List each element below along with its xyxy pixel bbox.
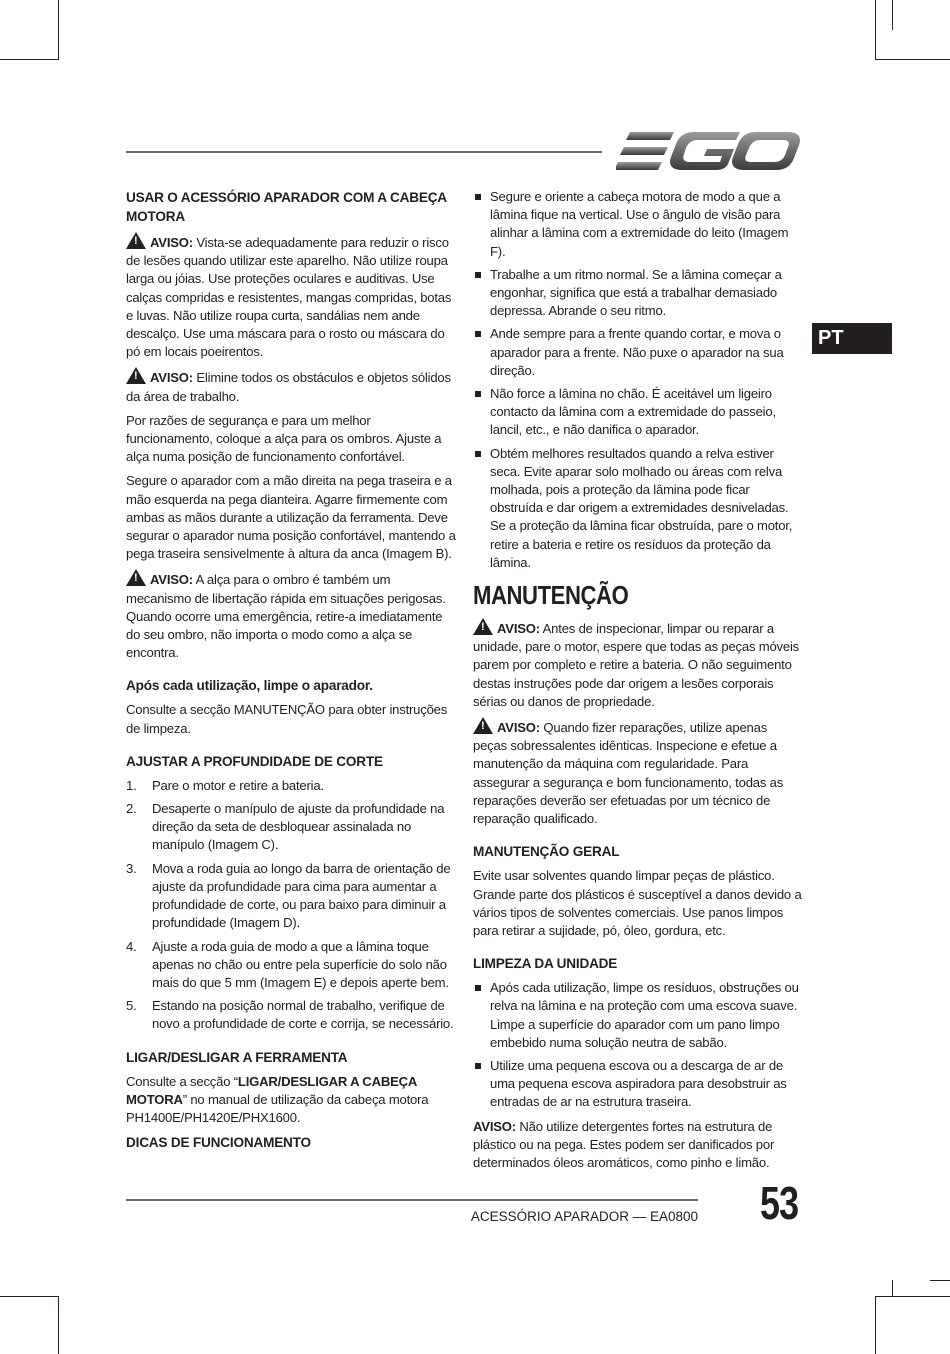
warning-icon (473, 717, 493, 734)
crop-mark (0, 1296, 58, 1297)
section-heading: USAR O ACESSÓRIO APARADOR COM A CABEÇA MOTORA (126, 190, 447, 224)
text-fragment: ” no manual de utilização da cabeça motora PH1400E/PH1420E/PHX1600. (126, 1091, 429, 1125)
warning-label: AVISO: (473, 1118, 516, 1134)
step-text: Mova a roda guia ao longo da barra de orientação de ajuste da profundidade para cima para aumentar a profundidade de corte, ou para baixo para diminuir a profundidade (Imagem D). (152, 860, 451, 931)
list-item: Segure e oriente a cabeça motora de modo a que a lâmina fique na vertical. Use o ângulo de visão para alinhar a lâmina com a extremidade do leito (Imagem F). (473, 188, 803, 261)
body-paragraph: Segure o aparador com a mão direita na pega traseira e a mão esquerda na pega dianteira. Agarre firmemente com ambas as mãos durante a utilização da ferramenta. Deve segurar o aparador numa posição confortável, mantendo a pega traseira sensivelmente à altura da anca (Imagem B). (126, 473, 456, 562)
warning-paragraph (126, 232, 456, 361)
warning-label: AVISO: (150, 572, 193, 588)
section-heading: MANUTENÇÃO GERAL (473, 844, 620, 860)
warning-text: Não utilize detergentes fortes na estrutura de plástico ou na pega. Estes podem ser danificados por determinados óleos aromáticos, como pinho e limão. (473, 1118, 775, 1170)
warning-text: Antes de inspecionar, limpar ou reparar a unidade, pare o motor, espere que todas as peças móveis parem por completo e retire a bateria. O não seguimento destas instruções pode dar origem a lesões corporais sérias ou danos de propriedade. (473, 621, 800, 709)
body-paragraph: Evite usar solventes quando limpar peças de plástico. Grande parte dos plásticos é susceptível a danos devido a vários tipos de solventes comerciais. Use panos limpos para retirar a sujidade, pó, óleo, gordura, etc. (473, 868, 802, 938)
list-item (126, 938, 456, 993)
warning-label: AVISO: (150, 370, 193, 386)
list-item: Trabalhe a um ritmo normal. Se a lâmina começar a engonhar, significa que está a trabalhar demasiado depressa. Abrande o seu ritmo. (473, 266, 803, 321)
list-item (126, 800, 456, 855)
section-heading: AJUSTAR A PROFUNDIDADE DE CORTE (126, 753, 383, 769)
crop-mark (58, 1296, 59, 1354)
right-column (473, 188, 803, 1178)
step-text: Estando na posição normal de trabalho, verifique de novo a profundidade de corte e corrija, se necessário. (152, 998, 454, 1032)
warning-text: Vista-se adequadamente para reduzir o risco de lesões quando utilizar este aparelho. Não utilize roupa larga ou jóias. Use proteções oculares e auditivas. Use calças compridas e resistentes, mangas compridas, botas e luvas. Não utilize roupa curta, sandálias nem ande descalço. Use uma máscara para o rosto ou máscara do pó em locais poeirentos. (126, 235, 452, 360)
text-fragment: Consulte a secção “ (126, 1073, 238, 1089)
crop-mark (875, 1296, 876, 1354)
section-heading: DICAS DE FUNCIONAMENTO (126, 1135, 311, 1151)
steps-list (126, 777, 456, 1034)
left-column (126, 188, 456, 1158)
list-item: Utilize uma pequena escova ou a descarga de ar de uma pequena escova aspiradora para desobstruir as entradas de ar na estrutura traseira. (473, 1057, 803, 1112)
step-text: Pare o motor e retire a bateria. (152, 777, 324, 793)
warning-text: A alça para o ombro é também um mecanismo de libertação rápida em situações perigosas. Quando ocorre uma emergência, retire-a imediatamente do seu ombro, não importa o modo como a alça se encontra. (126, 572, 446, 661)
bold-reference: LIGAR/DESLIGAR A CABEÇA MOTORA (126, 1073, 417, 1107)
step-text: Desaperte o manípulo de ajuste da profundidade na direção da seta de desbloquear assinalada no manípulo (Imagem C). (152, 801, 445, 853)
step-number: 4. (126, 938, 137, 954)
step-number: 5. (126, 998, 137, 1014)
warning-paragraph (126, 367, 456, 405)
subsection-heading: Após cada utilização, limpe o aparador. (126, 678, 373, 694)
header-rule (126, 151, 602, 153)
crop-mark (875, 1296, 950, 1297)
warning-icon (126, 367, 146, 384)
warning-paragraph (126, 569, 456, 662)
section-heading: LIMPEZA DA UNIDADE (473, 956, 618, 972)
body-paragraph: Por razões de segurança e para um melhor funcionamento, coloque a alça para os ombros. Ajuste a alça numa posição de funcionamento confortável. (126, 412, 442, 465)
warning-paragraph (473, 717, 803, 828)
warning-paragraph (473, 1118, 803, 1173)
step-text: Ajuste a roda guia de modo a que a lâmina toque apenas no chão ou entre pela superfície do solo não mais do que 5 mm (Imagem E) e depois aperte bem. (152, 938, 449, 990)
language-tab: PT (812, 323, 892, 354)
crop-mark (892, 0, 893, 30)
warning-paragraph (473, 618, 803, 711)
step-number: 1. (126, 777, 137, 793)
list-item: Após cada utilização, limpe os resíduos, obstruções ou relva na lâmina e na proteção com uma escova suave. Limpe a superfície do aparador com um pano limpo embebido numa solução neutra de sabão. (473, 979, 803, 1052)
warning-icon (473, 618, 493, 635)
warning-icon (126, 569, 146, 586)
footer-title: ACESSÓRIO APARADOR — EA0800 (470, 1209, 698, 1224)
crop-mark (875, 59, 950, 60)
crop-mark (892, 1280, 893, 1296)
chapter-title: MANUTENÇÃO (473, 580, 629, 611)
cleaning-list (473, 979, 803, 1111)
warning-label: AVISO: (150, 235, 193, 250)
crop-mark (930, 1280, 950, 1281)
list-item (126, 777, 456, 795)
warning-text: Elimine todos os obstáculos e objetos sólidos da área de trabalho. (126, 370, 451, 404)
crop-mark (58, 0, 59, 60)
list-item (126, 860, 456, 933)
warning-label: AVISO: (497, 720, 540, 736)
body-paragraph: Consulte a secção MANUTENÇÃO para obter instruções de limpeza. (126, 702, 448, 736)
warning-text: Quando fizer reparações, utilize apenas peças sobressalentes idênticas. Inspecione e efetue a manutenção da máquina com regularidade. Para assegurar a segurança e bom funcionamento, todas as reparações deverão ser efetuadas por um técnico de reparação qualificado. (473, 720, 784, 827)
tips-list (473, 188, 803, 572)
crop-mark (875, 0, 876, 60)
body-paragraph (126, 1073, 456, 1128)
crop-mark (0, 59, 58, 60)
footer-rule (126, 1199, 698, 1201)
step-number: 3. (126, 860, 137, 876)
list-item: Obtém melhores resultados quando a relva estiver seca. Evite aparar solo molhado ou áreas com relva molhada, pois a proteção da lâmina pode ficar obstruída e dar origem a extremidades desniveladas. Se a proteção da lâmina ficar obstruída, pare o motor, retire a bateria e retire os resíduos da proteção da lâmina. (473, 445, 803, 572)
step-number: 2. (126, 801, 137, 817)
list-item (126, 997, 456, 1033)
list-item: Não force a lâmina no chão. É aceitável um ligeiro contacto da lâmina com a extremidade do passeio, lancil, etc., e não danifica o aparador. (473, 385, 803, 440)
list-item: Ande sempre para a frente quando cortar, e mova o aparador para a frente. Não puxe o aparador na sua direção. (473, 325, 803, 380)
ego-logo (616, 130, 800, 172)
warning-icon (126, 232, 146, 249)
section-heading: LIGAR/DESLIGAR A FERRAMENTA (126, 1049, 348, 1065)
page-number: 53 (760, 1177, 799, 1229)
warning-label: AVISO: (497, 621, 540, 637)
